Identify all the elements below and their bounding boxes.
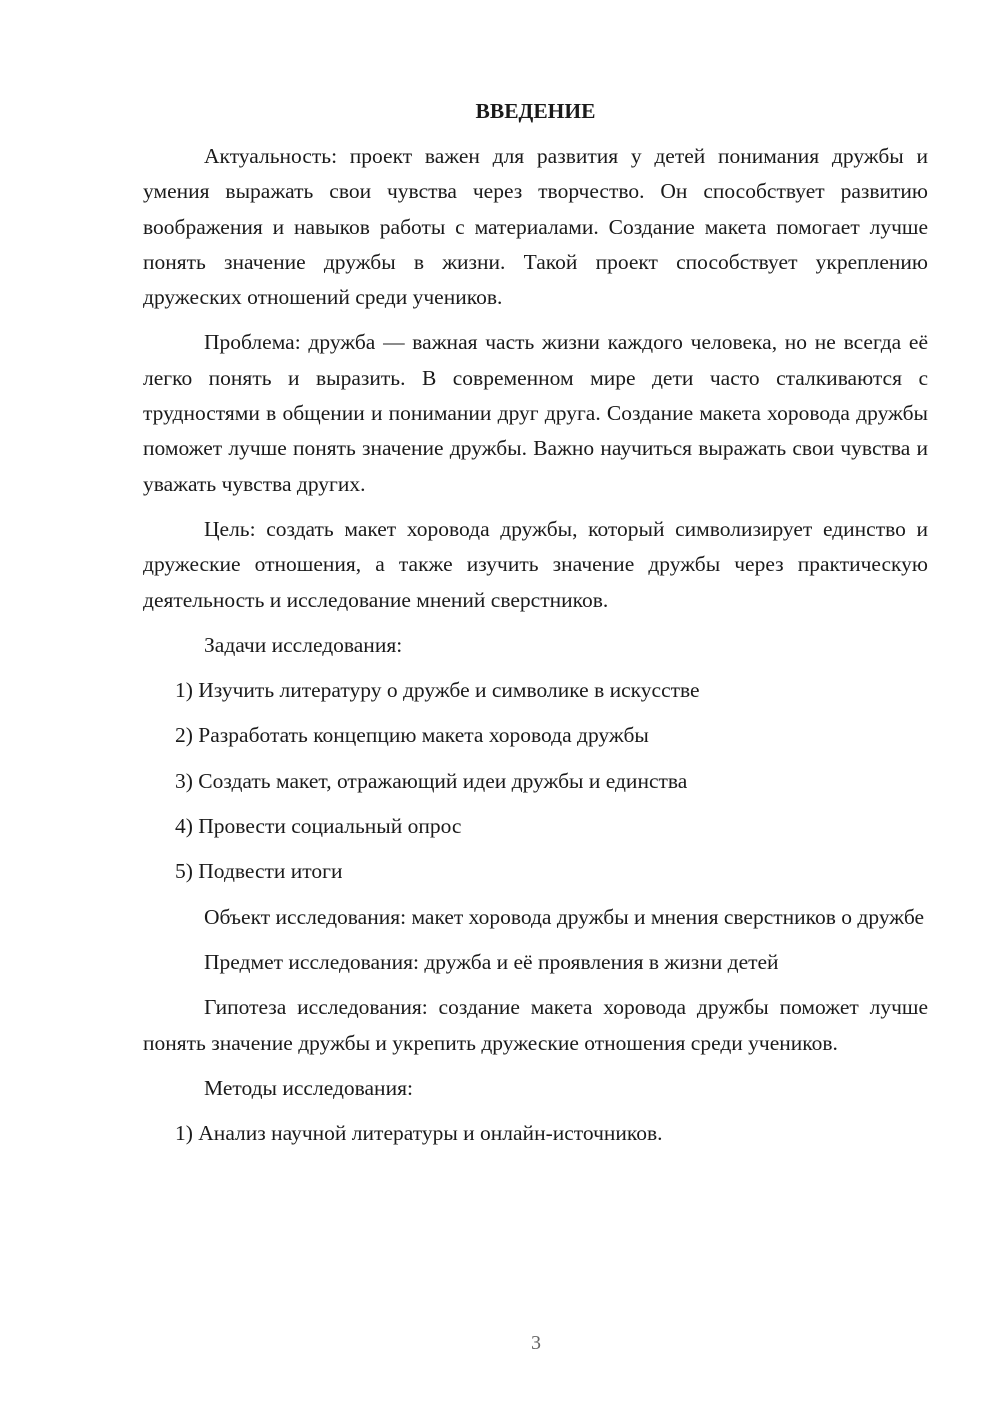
tasks-heading: Задачи исследования:	[204, 632, 403, 657]
page-number: 3	[531, 1332, 541, 1354]
methods-heading: Методы исследования:	[204, 1075, 413, 1100]
relevance-paragraph: Актуальность: проект важен для развития у детей понимания дружбы и умения выражать свои чувства через творчество. Он способствует развитию воображения и навыков работы с материалами. Создание макета помогает лучше понять значение дружбы в жизни. Такой проект способствует укреплению дружеских отношений среди учеников.	[143, 144, 928, 310]
hypothesis-paragraph: Гипотеза исследования: создание макета хоровода дружбы поможет лучше понять значение дружбы и укрепить дружеские отношения среди учеников.	[143, 995, 928, 1055]
section-title: ВВЕДЕНИЕ	[475, 99, 596, 123]
problem-paragraph: Проблема: дружба — важная часть жизни каждого человека, но не всегда её легко понять и выразить. В современном мире дети часто сталкиваются с трудностями в общении и понимании друг друга. Создание макета хоровода дружбы поможет лучше понять значение дружбы. Важно научиться выражать свои чувства и уважать чувства других.	[143, 330, 928, 496]
task-item: 3) Создать макет, отражающий идеи дружбы и единства	[175, 768, 688, 793]
task-item: 4) Провести социальный опрос	[175, 814, 462, 839]
subject-paragraph: Предмет исследования: дружба и её проявления в жизни детей	[204, 949, 779, 974]
task-item: 5) Подвести итоги	[175, 859, 343, 884]
page-content	[143, 94, 928, 1161]
object-paragraph: Объект исследования: макет хоровода дружбы и мнения сверстников о дружбе	[204, 904, 925, 929]
method-item: 1) Анализ научной литературы и онлайн-источников.	[175, 1121, 663, 1146]
task-item: 1) Изучить литературу о дружбе и символике в искусстве	[175, 678, 700, 703]
task-item: 2) Разработать концепцию макета хоровода дружбы	[175, 723, 649, 748]
goal-paragraph: Цель: создать макет хоровода дружбы, который символизирует единство и дружеские отношения, а также изучить значение дружбы через практическую деятельность и исследование мнений сверстников.	[143, 516, 928, 612]
